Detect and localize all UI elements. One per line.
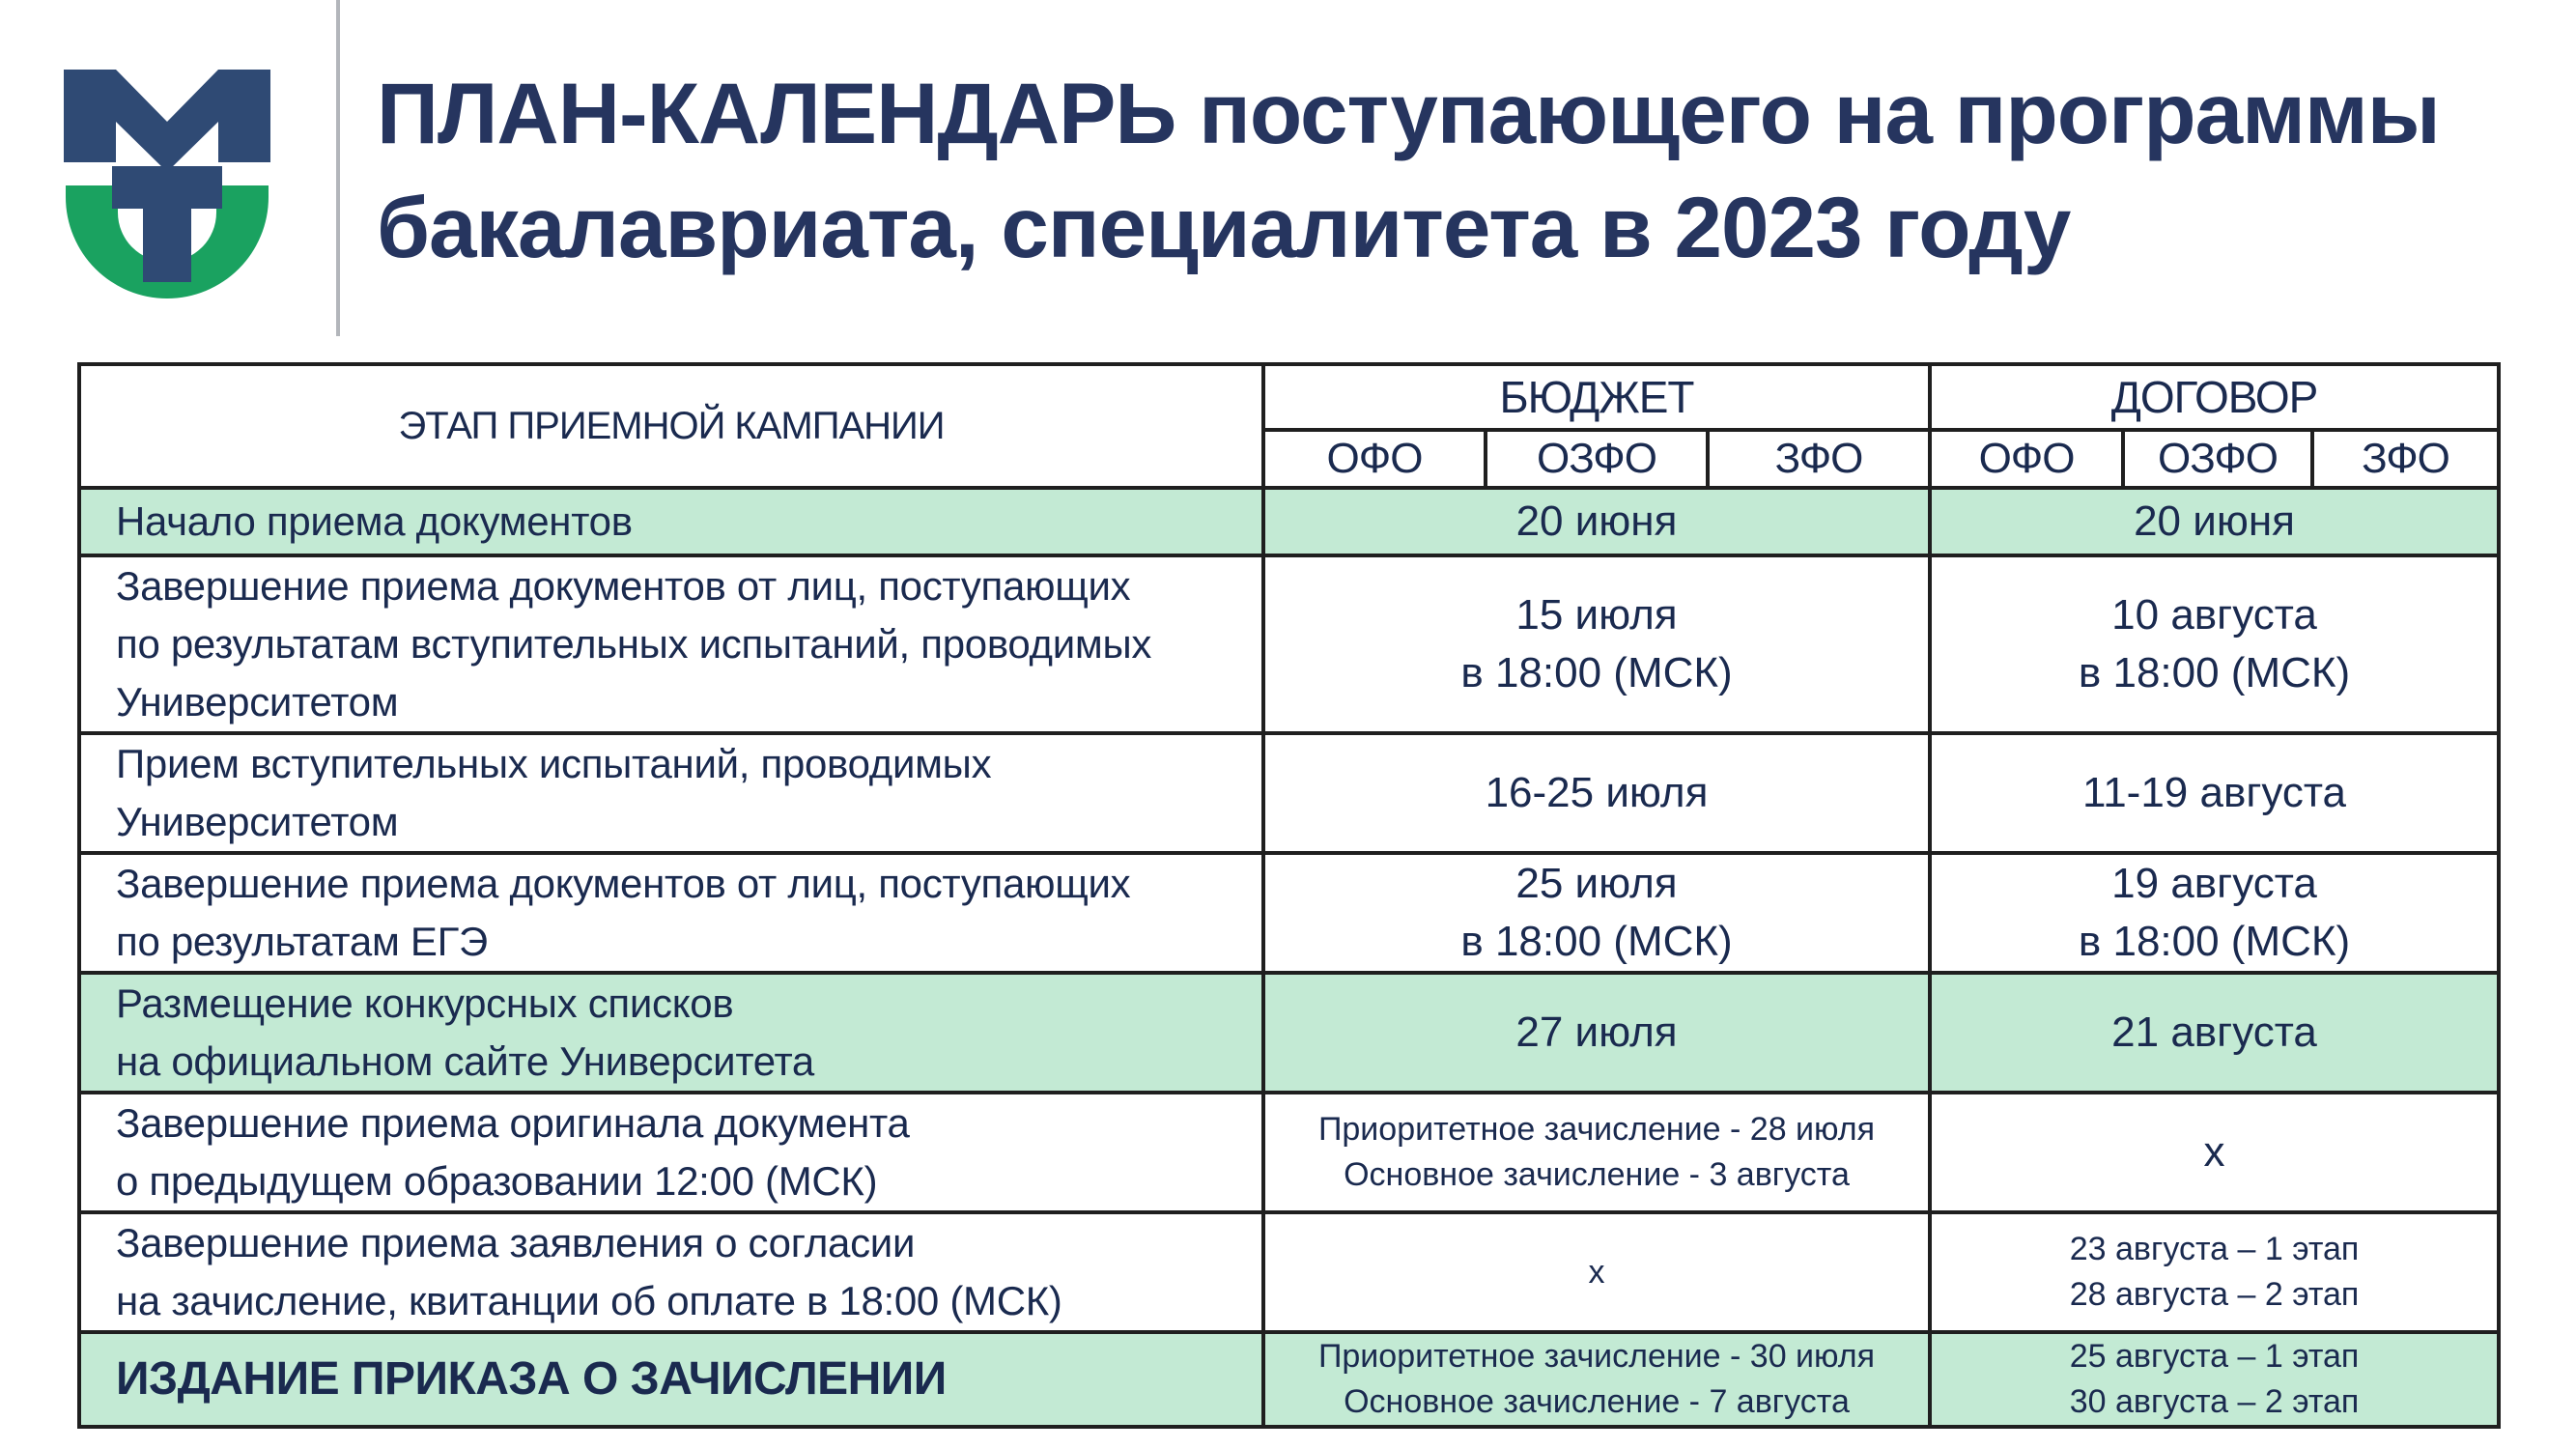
header-divider xyxy=(336,0,340,336)
contract-cell xyxy=(1930,1332,2499,1427)
subheader-budget-ozfo: ОЗФО xyxy=(1486,430,1708,488)
table-row xyxy=(79,488,2499,555)
stage-text: на зачисление, квитанции об оплате в 18:00 (МСК) xyxy=(116,1278,1062,1323)
budget-cell xyxy=(1263,555,1930,733)
stage-text: на официальном сайте Университета xyxy=(116,1038,814,1084)
budget-value: 16-25 июля xyxy=(1485,769,1709,816)
budget-value: в 18:00 (МСК) xyxy=(1460,918,1733,965)
budget-cell xyxy=(1263,973,1930,1093)
contract-value: х xyxy=(2203,1128,2225,1176)
budget-value: 20 июня xyxy=(1515,497,1678,545)
budget-value: в 18:00 (МСК) xyxy=(1460,649,1733,696)
contract-cell xyxy=(1930,973,2499,1093)
stage-cell xyxy=(79,853,1263,973)
budget-cell xyxy=(1263,733,1930,853)
contract-cell xyxy=(1930,733,2499,853)
header-contract: ДОГОВОР xyxy=(1930,364,2499,430)
stage-cell xyxy=(79,733,1263,853)
logo-m-shape xyxy=(64,70,270,172)
contract-value: 30 августа – 2 этап xyxy=(2069,1383,2360,1420)
contract-cell xyxy=(1930,853,2499,973)
table-header-row xyxy=(79,364,2499,430)
subheader-contract-zfo: ЗФО xyxy=(2312,430,2499,488)
contract-cell xyxy=(1930,1093,2499,1212)
page-title xyxy=(377,56,2540,284)
stage-text: Завершение приема документов от лиц, поступающих xyxy=(116,563,1131,609)
budget-cell xyxy=(1263,1212,1930,1332)
stage-text: ИЗДАНИЕ ПРИКАЗА О ЗАЧИСЛЕНИИ xyxy=(116,1353,947,1405)
budget-value: 25 июля xyxy=(1515,860,1678,907)
header-stage: ЭТАП ПРИЕМНОЙ КАМПАНИИ xyxy=(79,364,1263,488)
subheader-contract-ozfo: ОЗФО xyxy=(2123,430,2312,488)
budget-cell xyxy=(1263,853,1930,973)
contract-value: в 18:00 (МСК) xyxy=(2078,918,2351,965)
contract-value: в 18:00 (МСК) xyxy=(2078,649,2351,696)
contract-value: 21 августа xyxy=(2111,1009,2317,1056)
stage-text: Завершение приема документов от лиц, поступающих xyxy=(116,861,1131,906)
contract-cell xyxy=(1930,1212,2499,1332)
budget-value: х xyxy=(1588,1253,1605,1291)
contract-value: 28 августа – 2 этап xyxy=(2069,1276,2360,1313)
budget-value: Основное зачисление - 3 августа xyxy=(1344,1156,1850,1193)
logo-t-stem xyxy=(143,166,191,282)
contract-value: 19 августа xyxy=(2111,860,2317,907)
stage-text: Начало приема документов xyxy=(116,498,633,544)
stage-cell xyxy=(79,488,1263,555)
university-logo xyxy=(64,66,270,299)
budget-value: Приоритетное зачисление - 30 июля xyxy=(1317,1338,1876,1375)
subheader-budget-ofo: ОФО xyxy=(1263,430,1486,488)
page-title-line-1: ПЛАН-КАЛЕНДАРЬ поступающего на программы xyxy=(377,65,2440,161)
admission-calendar-table xyxy=(77,362,2501,1429)
contract-value: 20 июня xyxy=(2134,497,2295,545)
table-row xyxy=(79,1212,2499,1332)
stage-cell xyxy=(79,973,1263,1093)
budget-cell xyxy=(1263,1093,1930,1212)
budget-cell xyxy=(1263,1332,1930,1427)
contract-cell xyxy=(1930,488,2499,555)
budget-cell xyxy=(1263,488,1930,555)
subheader-budget-zfo: ЗФО xyxy=(1708,430,1930,488)
stage-text: Университетом xyxy=(116,679,399,724)
stage-text: Размещение конкурсных списков xyxy=(116,980,734,1026)
stage-text: о предыдущем образовании 12:00 (МСК) xyxy=(116,1158,878,1204)
contract-value: 10 августа xyxy=(2111,591,2317,639)
table-row xyxy=(79,555,2499,733)
budget-value: 15 июля xyxy=(1515,591,1678,639)
stage-text: Университетом xyxy=(116,799,399,844)
contract-cell xyxy=(1930,555,2499,733)
stage-text: Прием вступительных испытаний, проводимых xyxy=(116,741,992,786)
budget-value: Основное зачисление - 7 августа xyxy=(1344,1383,1850,1420)
subheader-contract-ofo: ОФО xyxy=(1930,430,2123,488)
header-budget: БЮДЖЕТ xyxy=(1263,364,1930,430)
table-row xyxy=(79,1332,2499,1427)
stage-cell xyxy=(79,1212,1263,1332)
table-row xyxy=(79,973,2499,1093)
budget-value: Приоритетное зачисление - 28 июля xyxy=(1317,1111,1876,1148)
table-row xyxy=(79,733,2499,853)
stage-cell xyxy=(79,555,1263,733)
stage-text: Завершение приема заявления о согласии xyxy=(116,1220,916,1265)
stage-text: по результатам ЕГЭ xyxy=(116,919,488,964)
contract-value: 23 августа – 1 этап xyxy=(2069,1231,2360,1267)
page-title-line-2: бакалавриата, специалитета в 2023 году xyxy=(377,179,2071,275)
table-row xyxy=(79,853,2499,973)
table-row xyxy=(79,1093,2499,1212)
budget-value: 27 июля xyxy=(1515,1009,1678,1056)
stage-text: Завершение приема оригинала документа xyxy=(116,1100,910,1146)
stage-cell xyxy=(79,1332,1263,1427)
stage-cell xyxy=(79,1093,1263,1212)
contract-value: 11-19 августа xyxy=(2082,769,2347,816)
stage-text: по результатам вступительных испытаний, проводимых xyxy=(116,621,1152,667)
contract-value: 25 августа – 1 этап xyxy=(2069,1338,2360,1375)
